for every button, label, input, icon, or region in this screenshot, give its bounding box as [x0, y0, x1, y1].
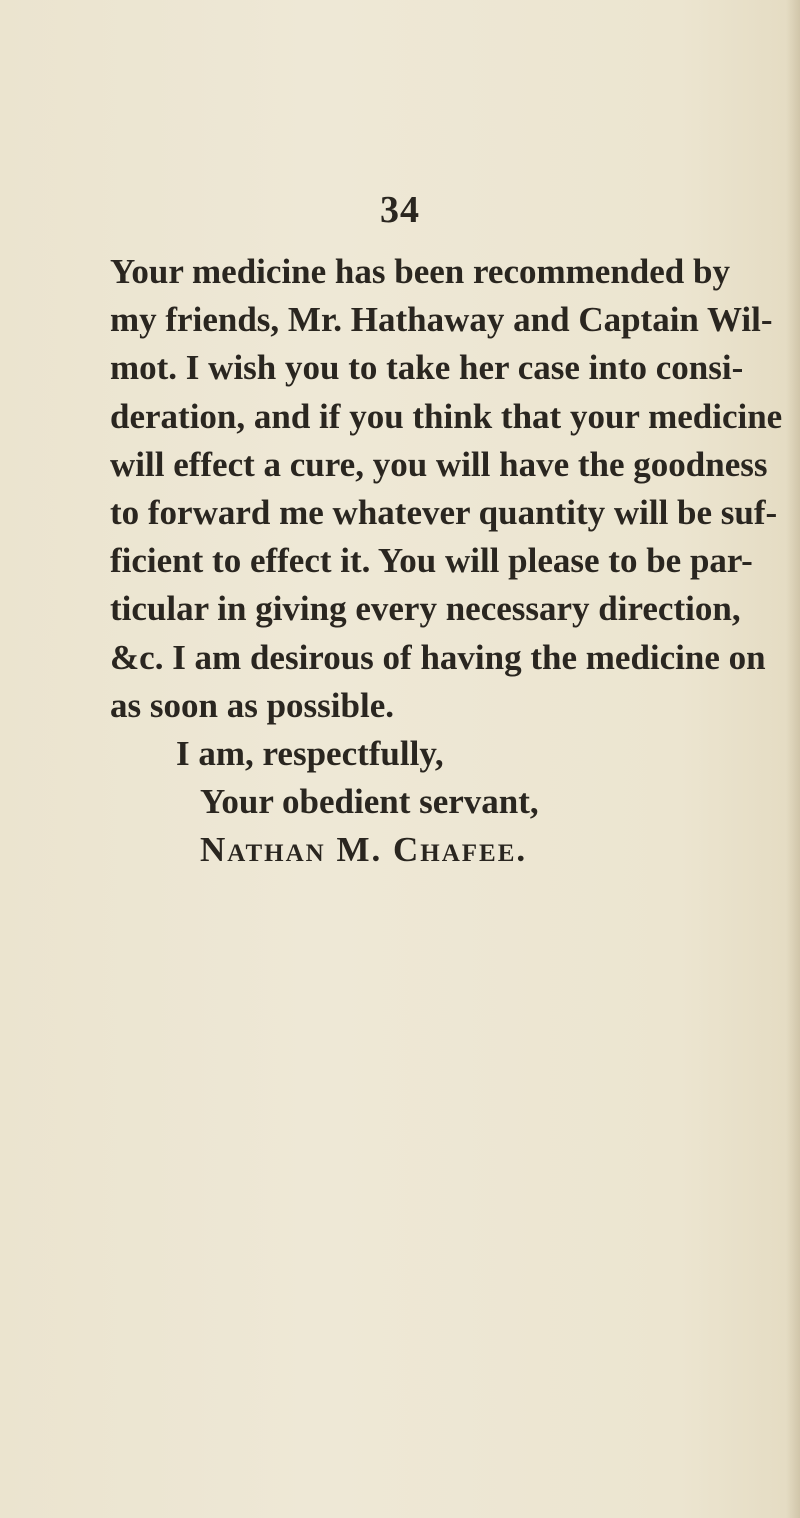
text-line: deration, and if you think that your medicine [110, 396, 783, 436]
letter-body [110, 248, 783, 874]
text-line: will effect a cure, you will have the goodness [110, 444, 768, 484]
closing-servant: Your obedient servant, [200, 782, 539, 822]
text-line: Your medicine has been recommended by [110, 252, 730, 291]
text-line: as soon as possible. [110, 685, 394, 725]
text-line: ficient to effect it. You will please to be par- [110, 541, 753, 581]
page-edge-shadow [786, 0, 800, 1518]
signature: Nathan M. Chafee. [200, 830, 528, 870]
text-line: mot. I wish you to take her case into consi- [110, 348, 744, 388]
text-line: to forward me whatever quantity will be suf- [110, 492, 778, 532]
page-number: 34 [380, 189, 420, 231]
text-line: my friends, Mr. Hathaway and Captain Wil- [110, 300, 773, 340]
text-line: &c. I am desirous of having the medicine on [110, 637, 766, 677]
text-line: ticular in giving every necessary direction, [110, 589, 741, 629]
closing-phrase: I am, respectfully, [176, 733, 444, 773]
